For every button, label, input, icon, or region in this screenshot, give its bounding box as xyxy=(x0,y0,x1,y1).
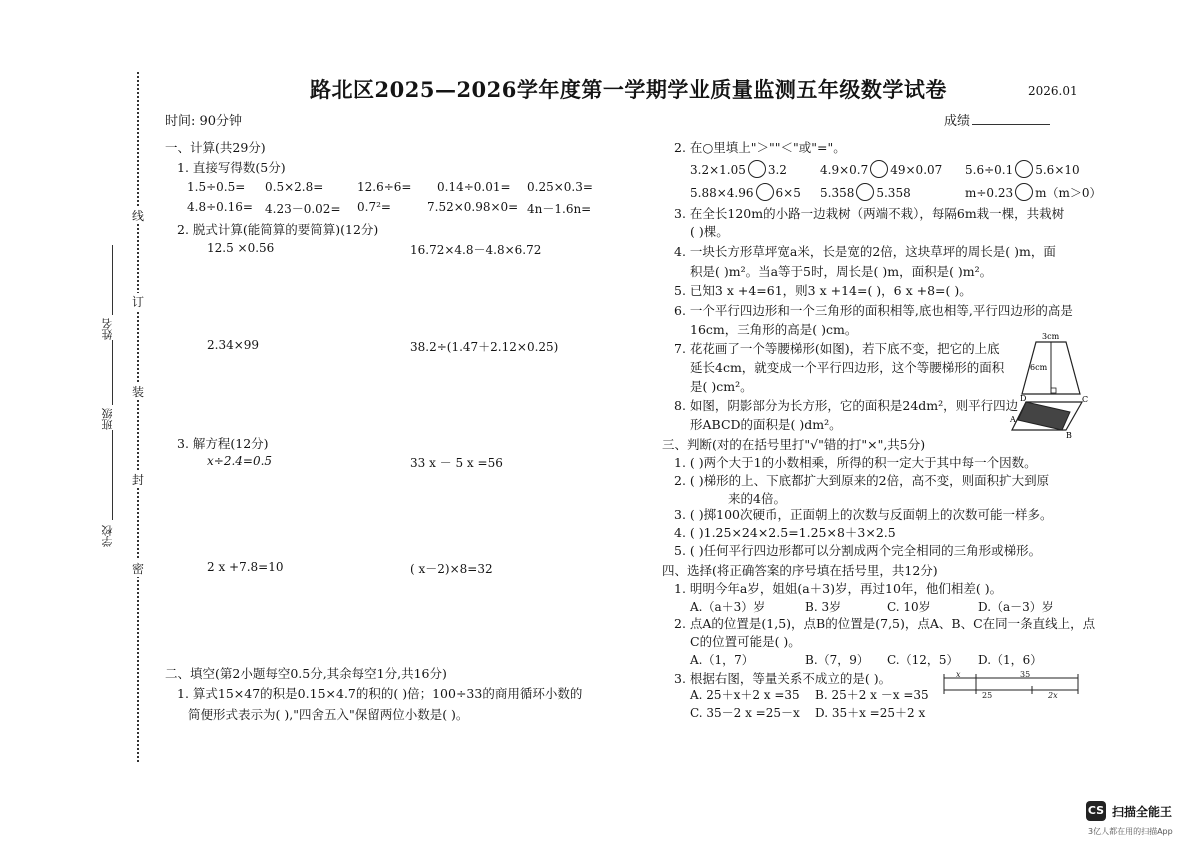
exam-date: 2026.01 xyxy=(1028,84,1078,98)
binding-mark-zhuang: 装 xyxy=(132,385,145,399)
choice-q1-a: A.（a＋3）岁 xyxy=(690,600,766,614)
trapezoid-figure xyxy=(1018,330,1084,398)
calc-4: 38.2÷(1.47＋2.12×0.25) xyxy=(410,340,559,354)
compare-1-circle[interactable] xyxy=(748,160,766,178)
class-label: 班级 xyxy=(101,408,114,430)
compare-5-right: 5.358 xyxy=(876,186,911,200)
equation-2: 33 x － 5 x =56 xyxy=(410,456,503,470)
judge-item-3: 3. ( )掷100次硬币，正面朝上的次数与反面朝上的次数可能一样多。 xyxy=(674,507,1053,522)
compare-3-right: 5.6×10 xyxy=(1035,163,1080,177)
binding-mark-mi: 密 xyxy=(132,562,145,576)
segment-diagram xyxy=(940,670,1082,700)
fill-q8-line2: 形ABCD的面积是( )dm²。 xyxy=(690,417,842,432)
equation-3: 2 x +7.8=10 xyxy=(207,560,284,574)
scanner-app-name: 扫描全能王 xyxy=(1112,805,1173,819)
fill-q4-line2: 积是( )m²。当a等于5时，周长是( )m，面积是( )m²。 xyxy=(690,264,993,279)
compare-2-circle[interactable] xyxy=(870,160,888,178)
compare-4-circle[interactable] xyxy=(756,183,774,201)
calc-2: 16.72×4.8－4.8×6.72 xyxy=(410,243,542,257)
scanner-logo: CS xyxy=(1086,801,1106,821)
compare-row-5 xyxy=(820,183,911,201)
compare-row-2 xyxy=(820,160,942,178)
oral-calc-4: 0.14÷0.01= xyxy=(437,180,511,194)
name-line xyxy=(112,245,113,315)
compare-4-left: 5.88×4.96 xyxy=(690,186,754,200)
compare-5-circle[interactable] xyxy=(856,183,874,201)
exam-time: 时间: 90分钟 xyxy=(165,114,243,129)
choice-q3-a: A. 25＋x＋2 x =35 xyxy=(690,688,800,702)
oral-calc-6: 4.8÷0.16= xyxy=(187,200,253,214)
compare-3-left: 5.6÷0.1 xyxy=(965,163,1014,177)
oral-calc-2: 0.5×2.8= xyxy=(265,180,324,194)
choice-q3-b: B. 25＋2 x －x =35 xyxy=(815,688,929,702)
fill-q1-line2: 简便形式表示为( ),"四舍五入"保留两位小数是( )。 xyxy=(188,707,469,722)
compare-5-left: 5.3̇5̇8 xyxy=(820,186,855,200)
oral-calc-10: 4n－1.6n= xyxy=(527,202,592,216)
choice-q2-b: B.（7，9） xyxy=(805,653,869,667)
choice-q3: 3. 根据右图，等量关系不成立的是( )。 xyxy=(674,671,892,686)
calc-3: 2.34×99 xyxy=(207,338,260,352)
judge-item-1: 1. ( )两个大于1的小数相乘，所得的积一定大于其中每一个因数。 xyxy=(674,455,1037,470)
choice-q1-c: C. 10岁 xyxy=(887,600,931,614)
s2-title: 二、填空(第2小题每空0.5分,其余每空1分,共16分) xyxy=(165,666,447,681)
fill-q7-line1: 7. 花花画了一个等腰梯形(如图)，若下底不变，把它的上底 xyxy=(674,341,1000,356)
compare-1-right: 3.2 xyxy=(767,163,787,177)
oral-calc-1: 1.5÷0.5= xyxy=(187,180,246,194)
s3-title: 三、判断(对的在括号里打"√"错的打"×",共5分) xyxy=(662,437,926,452)
oral-calc-8: 0.7²= xyxy=(357,200,391,214)
fill-q4-line1: 4. 一块长方形草坪宽a米，长是宽的2倍，这块草坪的周长是( )m，面 xyxy=(674,244,1056,259)
compare-row-1 xyxy=(690,160,787,178)
choice-q2-d: D.（1，6） xyxy=(978,653,1043,667)
equation-1: x÷2.4=0.5 xyxy=(207,454,273,468)
s1-q2-title: 2. 脱式计算(能简算的要简算)(12分) xyxy=(177,222,379,237)
oral-calc-9: 7.52×0.98×0= xyxy=(427,200,519,214)
oral-calc-5: 0.25×0.3= xyxy=(527,180,593,194)
class-line xyxy=(112,340,113,405)
compare-3-circle[interactable] xyxy=(1015,160,1033,178)
judge-item-2-cont: 来的4倍。 xyxy=(728,491,786,506)
segment-25-label: 25 xyxy=(982,691,993,700)
compare-6-left: m÷0.23 xyxy=(965,186,1014,200)
s1-q1-title: 1. 直接写得数(5分) xyxy=(177,160,286,175)
fill-q7-line3: 是( )cm²。 xyxy=(690,379,753,394)
compare-row-4 xyxy=(690,183,801,201)
compare-row-3 xyxy=(965,160,1080,178)
fill-q3-line1: 3. 在全长120m的小路一边栽树（两端不栽），每隔6m栽一棵，共栽树 xyxy=(674,206,1065,221)
binding-mark-xian: 线 xyxy=(132,209,145,223)
exam-title: 路北区2025—2026学年度第一学期学业质量监测五年级数学试卷 xyxy=(310,77,947,102)
fill-q2-title: 2. 在○里填上"＞""＜"或"="。 xyxy=(674,140,846,155)
fill-q7-line2: 延长4cm，就变成一个平行四边形，这个等腰梯形的面积 xyxy=(690,360,1005,375)
oral-calc-7: 4.23－0.02= xyxy=(265,202,341,216)
choice-q2-line2: C的位置可能是( )。 xyxy=(690,634,801,649)
fill-q5: 5. 已知3 x +4=61，则3 x +14=( )，6 x +8=( )。 xyxy=(674,283,972,298)
vertex-c-label: C xyxy=(1082,395,1089,404)
choice-q3-d: D. 35＋x =25＋2 x xyxy=(815,706,926,720)
oral-calc-3: 12.6÷6= xyxy=(357,180,412,194)
trapezoid-top-label: 3cm xyxy=(1042,332,1060,341)
trapezoid-height-label: 6cm xyxy=(1030,363,1048,372)
segment-x-label: x xyxy=(956,670,961,679)
segment-2x-label: 2x xyxy=(1048,691,1058,700)
choice-q1-d: D.（a－3）岁 xyxy=(978,600,1054,614)
fill-q8-line1: 8. 如图，阴影部分为长方形，它的面积是24dm²，则平行四边 xyxy=(674,398,1019,413)
shaded-rectangle xyxy=(1018,402,1070,430)
vertex-d-label: D xyxy=(1020,394,1027,403)
choice-q1-b: B. 3岁 xyxy=(805,600,842,614)
segment-35-label: 35 xyxy=(1020,670,1031,679)
judge-item-4: 4. ( )1.25×24×2.5=1.25×8＋3×2.5 xyxy=(674,525,896,540)
school-label: 学校 xyxy=(101,525,114,547)
s1-q3-title: 3. 解方程(12分) xyxy=(177,436,269,451)
compare-2-left: 4.9×0.7 xyxy=(820,163,869,177)
compare-6-right: m（m＞0） xyxy=(1035,186,1102,200)
vertex-b-label: B xyxy=(1066,431,1072,438)
binding-dotted-line xyxy=(137,72,139,762)
fill-q1-line1: 1. 算式15×47的积是0.15×4.7的积的( )倍；100÷33的商用循环小数的 xyxy=(177,686,583,701)
choice-q2-line1: 2. 点A的位置是(1,5)，点B的位置是(7,5)，点A、B、C在同一条直线上，点 xyxy=(674,616,1096,631)
binding-mark-ding: 订 xyxy=(132,295,145,309)
s1-title: 一、计算(共29分) xyxy=(165,140,266,155)
parallelogram-figure xyxy=(1008,392,1090,438)
score-line xyxy=(972,124,1050,125)
fill-q3-line2: ( )棵。 xyxy=(690,224,729,239)
calc-1: 12.5 ×0.56 xyxy=(207,241,275,255)
scanner-app-slogan: 3亿人都在用的扫描App xyxy=(1088,827,1173,836)
compare-1-left: 3.2×1.05 xyxy=(690,163,746,177)
fill-q6-line1: 6. 一个平行四边形和一个三角形的面积相等,底也相等,平行四边形的高是 xyxy=(674,303,1073,318)
compare-2-right: 49×0.07 xyxy=(890,163,943,177)
vertex-a-label: A xyxy=(1010,415,1016,424)
s4-title: 四、选择(将正确答案的序号填在括号里，共12分) xyxy=(662,563,938,578)
name-label: 姓名 xyxy=(101,318,114,340)
compare-4-right: 6×5 xyxy=(775,186,801,200)
choice-q2-a: A.（1，7） xyxy=(690,653,754,667)
judge-item-5: 5. ( )任何平行四边形都可以分割成两个完全相同的三角形或梯形。 xyxy=(674,543,1042,558)
binding-mark-feng: 封 xyxy=(132,473,145,487)
choice-q3-c: C. 35－2 x =25－x xyxy=(690,706,800,720)
school-line xyxy=(112,430,113,520)
fill-q6-line2: 16cm，三角形的高是( )cm。 xyxy=(690,322,858,337)
choice-q1: 1. 明明今年a岁，姐姐(a＋3)岁，再过10年，他们相差( )。 xyxy=(674,581,1003,596)
choice-q2-c: C.（12，5） xyxy=(887,653,959,667)
compare-6-circle[interactable] xyxy=(1015,183,1033,201)
compare-row-6 xyxy=(965,183,1102,201)
judge-item-2: 2. ( )梯形的上、下底都扩大到原来的2倍，高不变，则面积扩大到原 xyxy=(674,473,1050,488)
equation-4: ( x－2)×8=32 xyxy=(410,562,493,576)
score-label: 成绩 xyxy=(944,114,971,129)
